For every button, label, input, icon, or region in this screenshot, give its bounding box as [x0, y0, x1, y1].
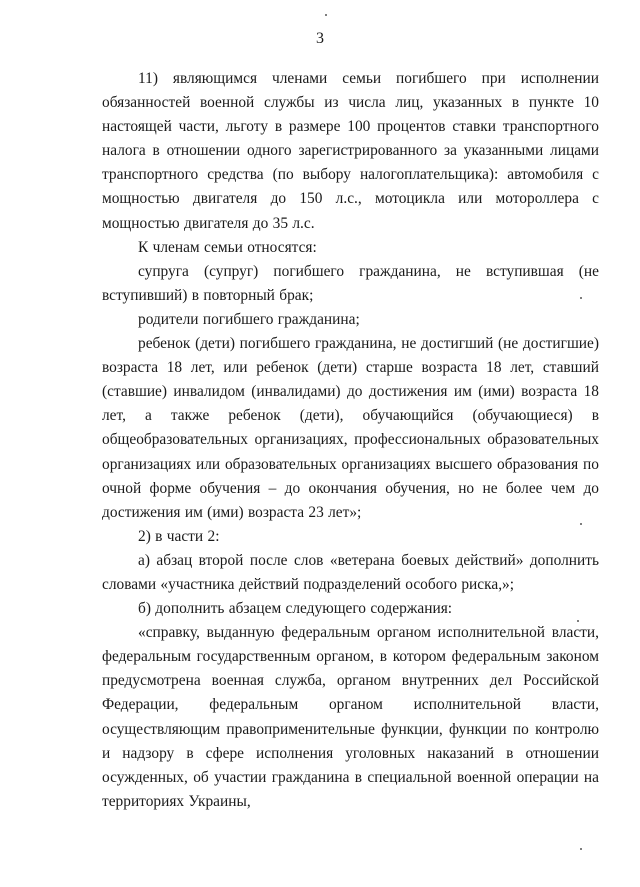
paragraph-children: ребенок (дети) погибшего гражданина, не достигший (не достигшие) возраста 18 лет, или ребенок (дети) старше возраста 18 лет, ставший (ставшие) инвалидом (инвалидами) до достижения им (ими) возраста 18 лет, а также ребенок (дети), обучающийся (обучающиеся) в общеобразовательных организациях, профессиональных образовательных организациях или образовательных организациях высшего образования по очной форме обучения – до окончания обучения, но не более чем до достижения им (ими) возраста 23 лет»;: [102, 335, 599, 521]
paragraph-spouse: супруга (супруг) погибшего гражданина, не вступившая (не вступивший) в повторный брак;: [102, 262, 599, 304]
scan-speck: [580, 297, 582, 299]
page-number: 3: [316, 30, 324, 47]
scan-speck: [577, 620, 579, 622]
scan-speck: [580, 523, 582, 525]
paragraph-family-members-intro: К членам семьи относятся:: [138, 238, 317, 256]
paragraph-certificate: «справку, выданную федеральным органом исполнительной власти, федеральным государственным органом, в котором федеральным законом предусмотрена военная служба, органом внутренних дел Российской Федерации, федеральным органом исполнительной власти, осуществляющим правоприменительные функции, функции по контролю и надзору в сфере исполнения уголовных наказаний в отношении осужденных, об участии гражданина в специальной военной операции на территориях Украины,: [102, 624, 599, 810]
paragraph-item-11: 11) являющимся членами семьи погибшего при исполнении обязанностей военной службы из числа лиц, указанных в пункте 10 настоящей части, льготу в размере 100 процентов ставки транспортного налога в отношении одного зарегистрированного за указанными лицами транспортного средства (по выбору налогоплательщика): автомобиля с мощностью двигателя до 150 л.с., мотоцикла или мотороллера с мощностью двигателя до 35 л.с.: [102, 70, 599, 232]
scan-speck: [325, 14, 327, 16]
paragraph-amendment-b: б) дополнить абзацем следующего содержания:: [138, 600, 453, 618]
paragraph-parents: родители погибшего гражданина;: [138, 310, 360, 328]
scan-speck: [580, 848, 582, 850]
document-body: [102, 67, 599, 814]
paragraph-amendment-a: а) абзац второй после слов «ветерана боевых действий» дополнить словами «участника действий подразделений особого риска,»;: [102, 551, 599, 593]
paragraph-part-2: 2) в части 2:: [138, 527, 220, 545]
